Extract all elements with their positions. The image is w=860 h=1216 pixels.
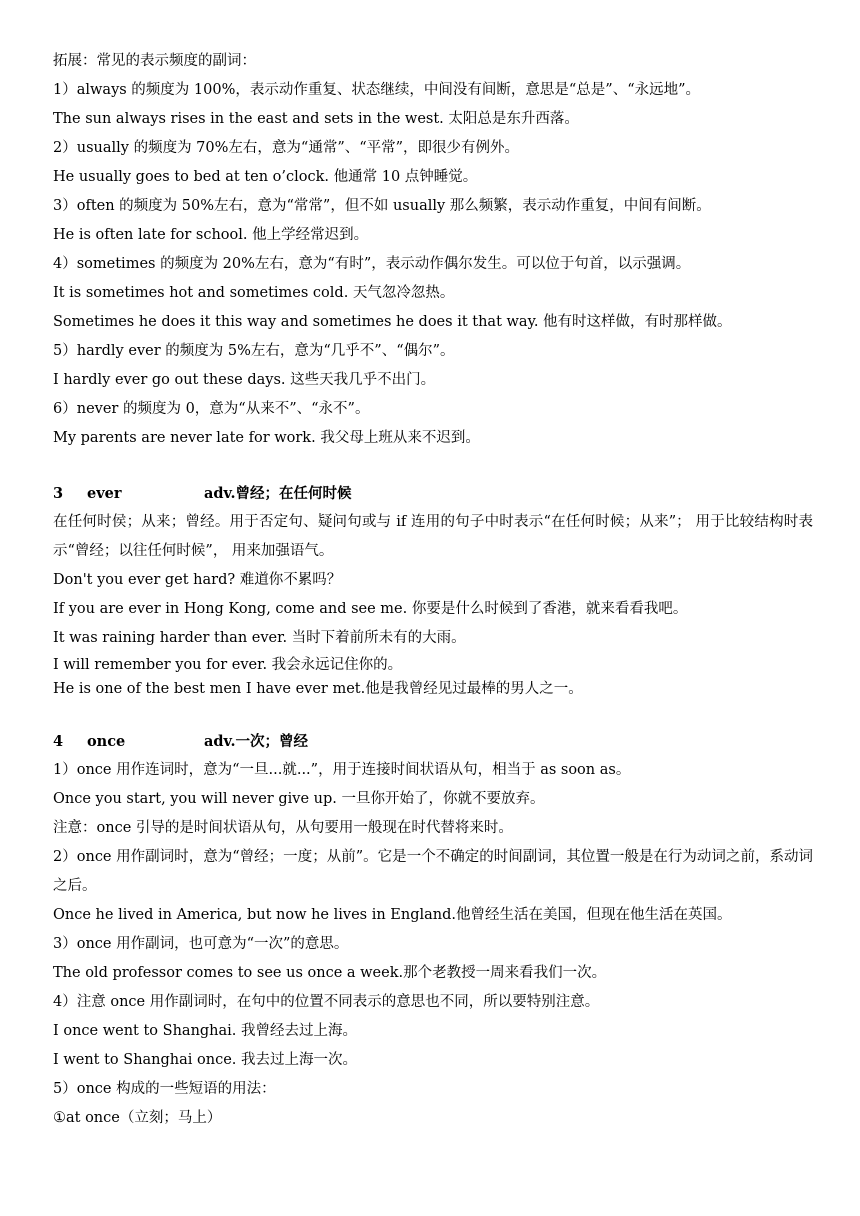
text-line: Sometimes he does it this way and sometimes he does it that way. 他有时这样做，有时那样做。 [53, 314, 732, 330]
text-line: 3）often 的频度为 50%左右，意为“常常”，但不如 usually 那么频繁，表示动作重复，中间有间断。 [53, 198, 711, 214]
text-line: 1）always 的频度为 100%，表示动作重复、状态继续，中间没有间断，意思是“总是”、“永远地”。 [53, 82, 701, 98]
text-line: 5）once 构成的一些短语的用法： [53, 1081, 276, 1097]
text-line: He usually goes to bed at ten o’clock. 他通常 10 点钟睡觉。 [53, 169, 478, 185]
text-line: 4）注意 once 用作副词时，在句中的位置不同表示的意思也不同，所以要特别注意。 [53, 994, 600, 1010]
text-line: 3）once 用作副词，也可意为“一次”的意思。 [53, 936, 349, 952]
entry-heading-once [53, 727, 813, 756]
spacer [53, 701, 813, 727]
text-line: I went to Shanghai once. 我去过上海一次。 [53, 1052, 358, 1068]
entry-meaning: adv.一次；曾经 [204, 733, 309, 750]
example-line: If you are ever in Hong Kong, come and see me. 你要是什么时候到了香港，就来看看我吧。 [53, 601, 688, 617]
text-line: The old professor comes to see us once a week.那个老教授一周来看我们一次。 [53, 965, 607, 981]
entry-meaning: adv.曾经；在任何时候 [204, 485, 352, 502]
text-paragraph: 2）once 用作副词时，意为“曾经；一度；从前”。它是一个不确定的时间副词，其位置一般是在行为动词之前，系动词之后。 [53, 849, 813, 894]
text-line: I hardly ever go out these days. 这些天我几乎不出门。 [53, 372, 436, 388]
text-line: The sun always rises in the east and sets in the west. 太阳总是东升西落。 [53, 111, 579, 127]
text-line: 6）never 的频度为 0，意为“从来不”、“永不”。 [53, 401, 370, 417]
document-page [53, 47, 813, 1133]
text-line: Once you start, you will never give up. 一旦你开始了，你就不要放弃。 [53, 791, 545, 807]
text-line: 2）usually 的频度为 70%左右，意为“通常”、“平常”，即很少有例外。 [53, 140, 520, 156]
example-line: It was raining harder than ever. 当时下着前所未有的大雨。 [53, 630, 466, 646]
text-line: ①at once（立刻；马上） [53, 1110, 222, 1126]
entry-word: once [87, 733, 126, 750]
text-line: It is sometimes hot and sometimes cold. 天气忽冷忽热。 [53, 285, 455, 301]
text-line: Once he lived in America, but now he lives in England.他曾经生活在美国，但现在他生活在英国。 [53, 907, 732, 923]
entry-number: 4 [53, 733, 64, 750]
text-line: 1）once 用作连词时，意为“一旦...就...”，用于连接时间状语从句，相当于 as soon as。 [53, 762, 631, 778]
entry-heading-ever [53, 479, 813, 508]
spacer [53, 453, 813, 479]
entry-word: ever [87, 485, 122, 502]
example-line: Don't you ever get hard? 难道你不累吗？ [53, 572, 342, 588]
text-line: 注意：once 引导的是时间状语从句，从句要用一般现在时代替将来时。 [53, 820, 513, 836]
entry-number: 3 [53, 485, 64, 502]
example-line: He is one of the best men I have ever met.他是我曾经见过最棒的男人之一。 [53, 681, 583, 697]
text-line: 4）sometimes 的频度为 20%左右，意为“有时”，表示动作偶尔发生。可以位于句首，以示强调。 [53, 256, 691, 272]
text-line: 5）hardly ever 的频度为 5%左右，意为“几乎不”、“偶尔”。 [53, 343, 455, 359]
text-line: My parents are never late for work. 我父母上班从来不迟到。 [53, 430, 480, 446]
text-line: I once went to Shanghai. 我曾经去过上海。 [53, 1023, 358, 1039]
entry-description: 在任何时侯；从来；曾经。用于否定句、疑问句或与 if 连用的句子中时表示“在任何时候；从来”； 用于比较结构时表示“曾经；以往任何时候”， 用来加强语气。 [53, 514, 813, 559]
text-line: He is often late for school. 他上学经常迟到。 [53, 227, 369, 243]
example-line: I will remember you for ever. 我会永远记住你的。 [53, 657, 403, 673]
section-title: 拓展：常见的表示频度的副词： [53, 53, 256, 69]
